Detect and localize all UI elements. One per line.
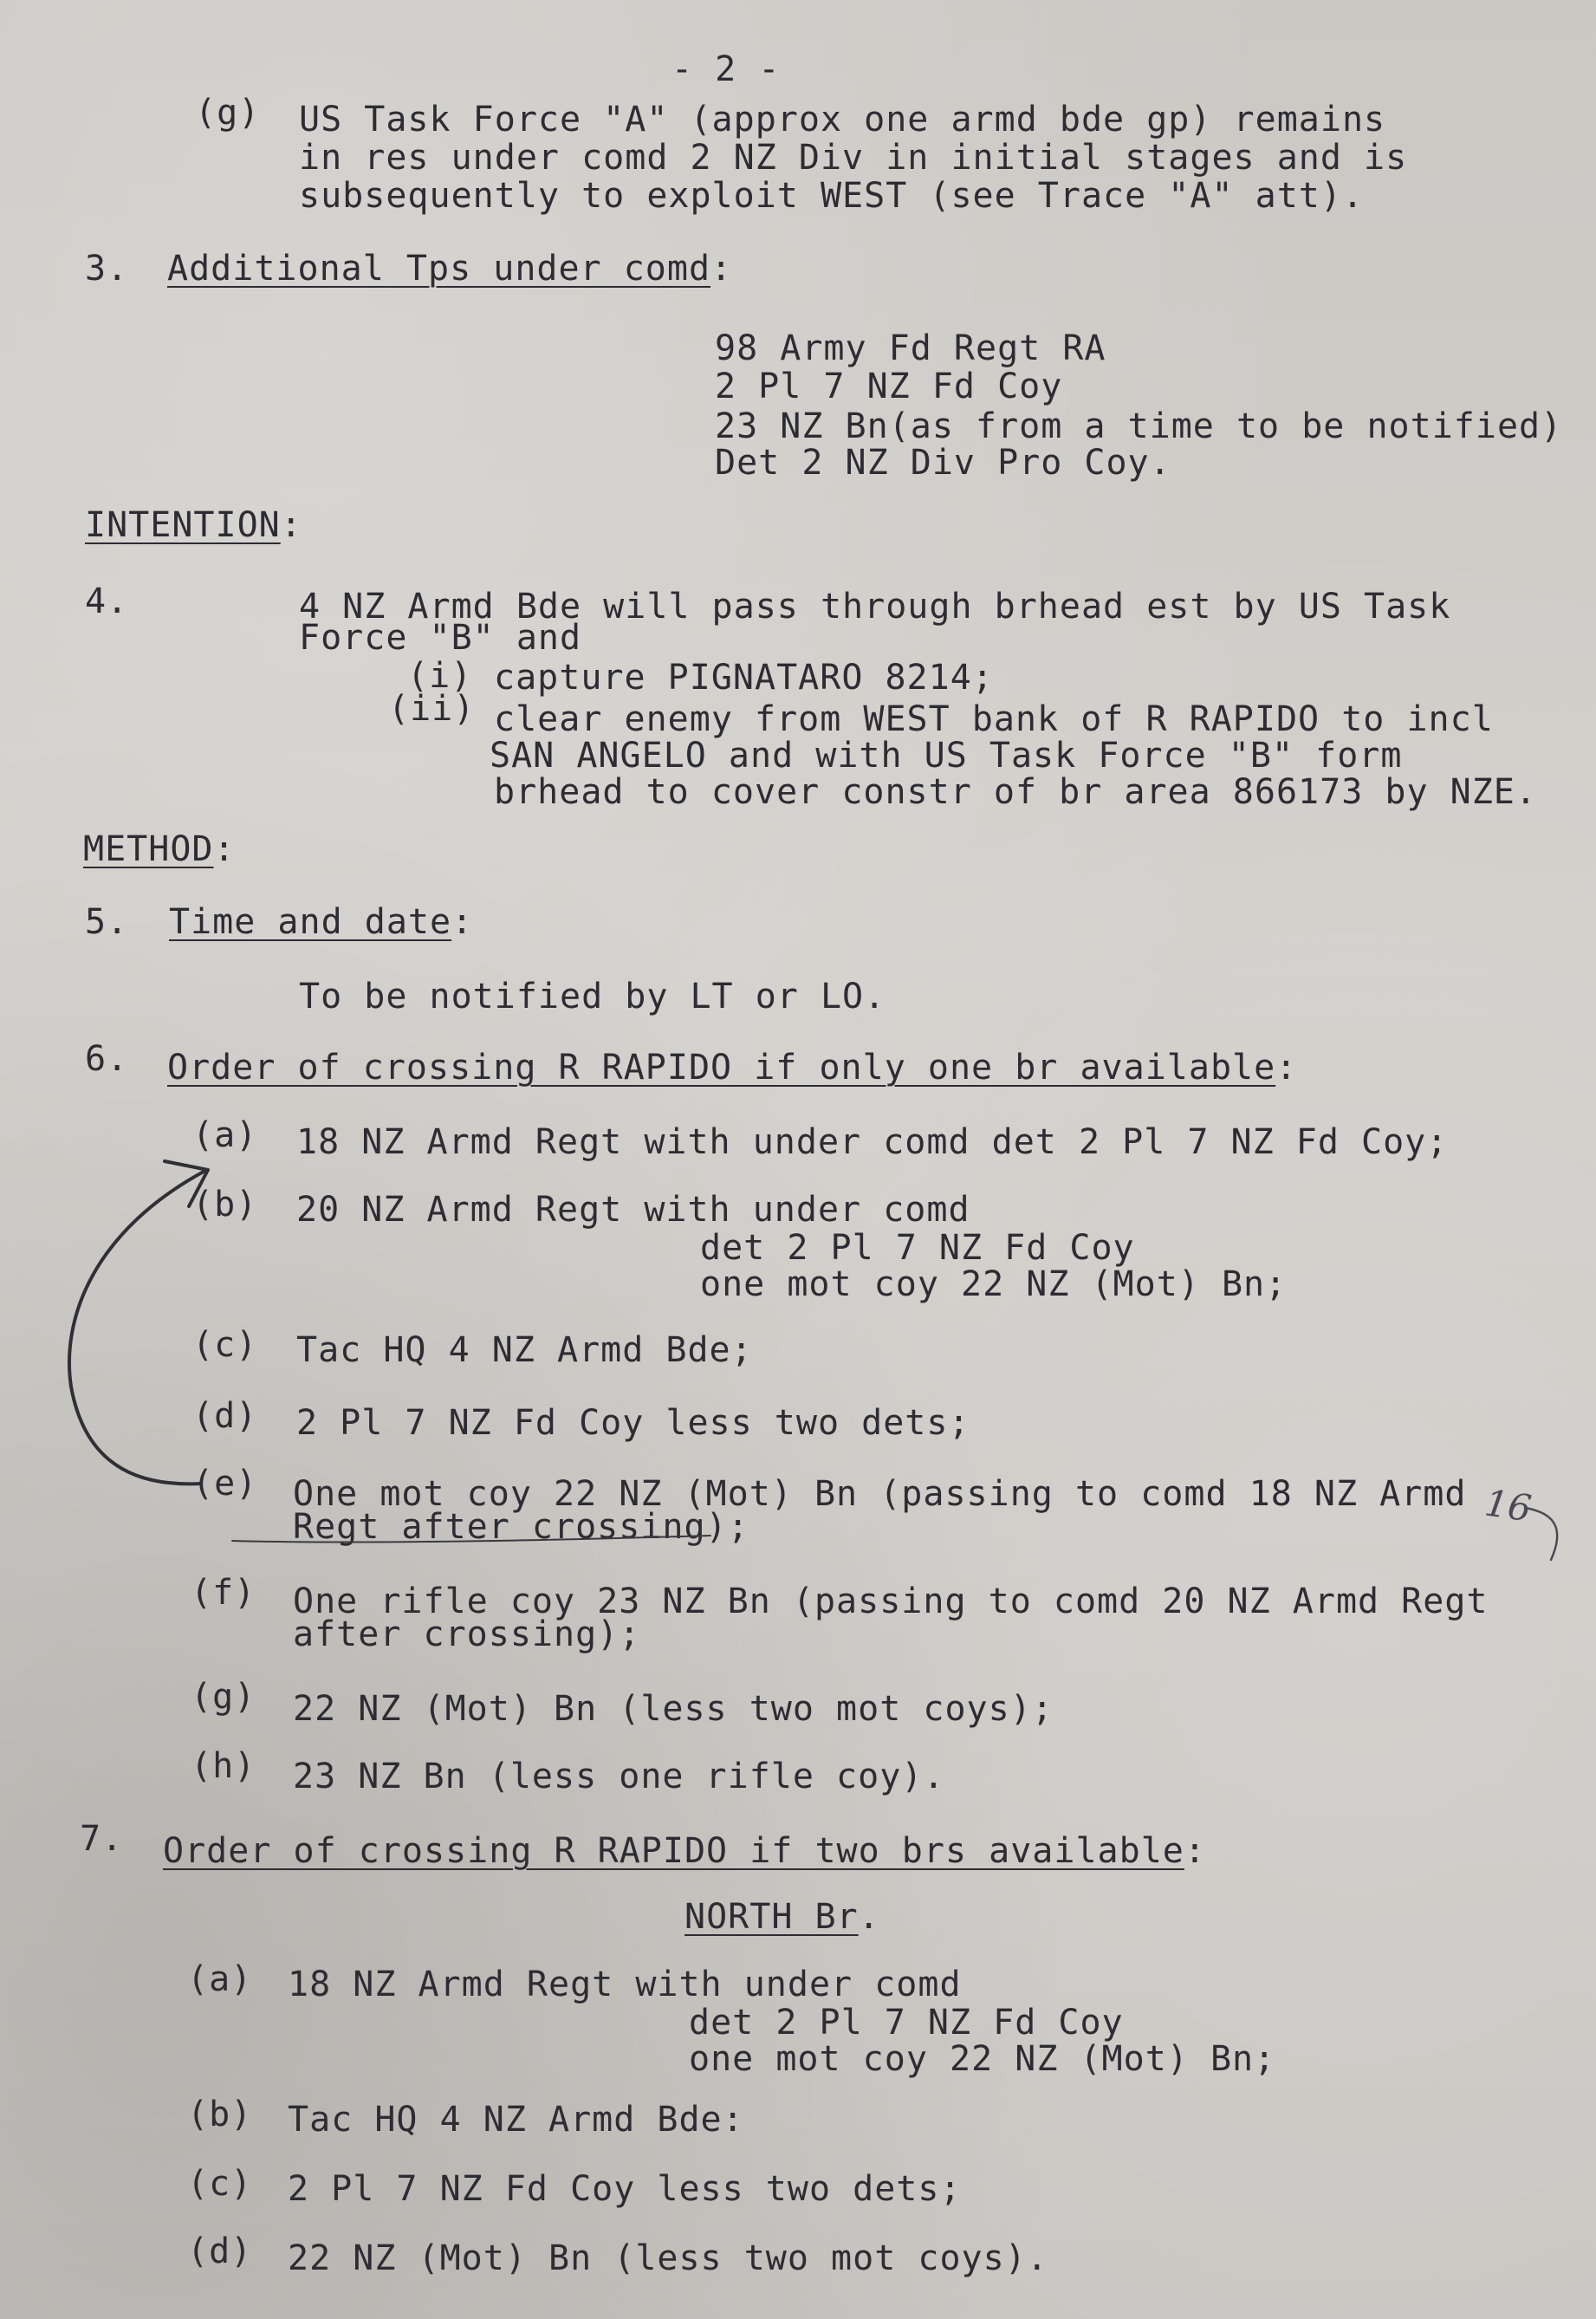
para-4-ii-line-1: clear enemy from WEST bank of R RAPIDO to incl [494, 699, 1494, 739]
para-5-heading: Time and date [169, 902, 452, 942]
para-6b-line-3: one mot coy 22 NZ (Mot) Bn; [700, 1264, 1288, 1304]
para-6b-line-1: 20 NZ Armd Regt with under comd [296, 1190, 970, 1230]
para-7b-line-1: Tac HQ 4 NZ Armd Bde: [288, 2100, 744, 2140]
para-6a-line-1: 18 NZ Armd Regt with under comd det 2 Pl 7 NZ Fd Coy; [296, 1122, 1449, 1162]
para-6b-line-2: det 2 Pl 7 NZ Fd Coy [700, 1228, 1135, 1268]
handwritten-underline [232, 1536, 710, 1543]
handwritten-arrow [69, 1172, 204, 1484]
para-4-ii-line-3: brhead to cover constr of br area 866173 by NZE. [494, 772, 1537, 812]
para-7-number: 7. [80, 1819, 124, 1859]
para-2g-label: (g) [195, 93, 261, 133]
para-6g-line-1: 22 NZ (Mot) Bn (less two mot coys); [293, 1689, 1054, 1729]
para-6a-label: (a) [192, 1115, 258, 1155]
para-6f-label: (f) [191, 1573, 256, 1613]
para-6e-line-1: One mot coy 22 NZ (Mot) Bn (passing to comd 18 NZ Armd [293, 1474, 1467, 1514]
para-7a-label: (a) [187, 1959, 253, 1999]
para-5-text: To be notified by LT or LO. [299, 977, 886, 1017]
para-6e-label: (e) [192, 1464, 258, 1504]
method-heading: METHOD [83, 829, 214, 869]
para-4-line-2: Force "B" and [299, 618, 582, 658]
para-2g-line-3: subsequently to exploit WEST (see Trace "A" att). [299, 176, 1365, 216]
para-4-ii-label: (ii) [388, 689, 476, 729]
margin-note: 16 [1482, 1481, 1534, 1530]
para-3-colon: : [710, 249, 733, 289]
para-7a-line-2: det 2 Pl 7 NZ Fd Coy [689, 2003, 1124, 2043]
para-2g-line-1: US Task Force "A" (approx one armd bde gp) remains [299, 100, 1386, 140]
intention-colon: : [280, 505, 302, 545]
para-6c-label: (c) [192, 1325, 258, 1365]
para-7-colon: : [1184, 1831, 1206, 1871]
para-3-line-1: 98 Army Fd Regt RA [715, 328, 1106, 368]
para-4-i-label: (i) [407, 656, 473, 696]
para-4-i-text: capture PIGNATARO 8214; [494, 658, 994, 698]
para-6g-label: (g) [191, 1677, 256, 1717]
para-4-line-1: 4 NZ Armd Bde will pass through brhead est by US Task [299, 587, 1451, 627]
para-6h-line-1: 23 NZ Bn (less one rifle coy). [293, 1757, 945, 1796]
page-number: - 2 - [671, 49, 781, 89]
para-5-colon: : [451, 902, 474, 942]
arrowhead [165, 1161, 208, 1206]
para-5-number: 5. [85, 902, 129, 942]
para-7a-line-3: one mot coy 22 NZ (Mot) Bn; [689, 2039, 1276, 2079]
para-7b-label: (b) [187, 2095, 253, 2134]
para-3-line-3: 23 NZ Bn(as from a time to be notified) [715, 406, 1563, 446]
intention-heading: INTENTION [85, 505, 281, 545]
para-7d-label: (d) [187, 2231, 253, 2271]
para-7-subheading: NORTH Br [684, 1897, 859, 1937]
para-3-number: 3. [85, 249, 129, 289]
para-3-heading: Additional Tps under comd [167, 249, 711, 289]
para-6-heading: Order of crossing R RAPIDO if only one br available [167, 1048, 1276, 1088]
para-6d-label: (d) [192, 1396, 258, 1436]
para-6-number: 6. [85, 1039, 129, 1079]
para-6e-line-2: Regt after crossing); [293, 1507, 749, 1547]
method-colon: : [213, 829, 236, 869]
para-7-subheading-end: . [858, 1897, 880, 1937]
para-4-number: 4. [85, 581, 129, 621]
para-6f-line-1: One rifle coy 23 NZ Bn (passing to comd 20 NZ Armd Regt [293, 1582, 1489, 1621]
para-6-colon: : [1275, 1048, 1298, 1088]
para-4-ii-line-2: SAN ANGELO and with US Task Force "B" form [490, 736, 1403, 776]
para-6d-line-1: 2 Pl 7 NZ Fd Coy less two dets; [296, 1403, 970, 1443]
para-6b-label: (b) [192, 1185, 258, 1224]
para-7a-line-1: 18 NZ Armd Regt with under comd [288, 1965, 962, 2004]
para-6h-label: (h) [191, 1746, 256, 1786]
para-2g-line-2: in res under comd 2 NZ Div in initial stages and is [299, 138, 1408, 178]
para-7d-line-1: 22 NZ (Mot) Bn (less two mot coys). [288, 2238, 1048, 2278]
para-6c-line-1: Tac HQ 4 NZ Armd Bde; [296, 1330, 753, 1370]
para-7-heading: Order of crossing R RAPIDO if two brs available [163, 1831, 1184, 1871]
para-7c-label: (c) [187, 2164, 253, 2204]
para-7c-line-1: 2 Pl 7 NZ Fd Coy less two dets; [288, 2169, 962, 2209]
para-3-line-2: 2 Pl 7 NZ Fd Coy [715, 367, 1063, 406]
para-3-line-4: Det 2 NZ Div Pro Coy. [715, 443, 1171, 483]
para-6f-line-2: after crossing); [293, 1614, 641, 1654]
